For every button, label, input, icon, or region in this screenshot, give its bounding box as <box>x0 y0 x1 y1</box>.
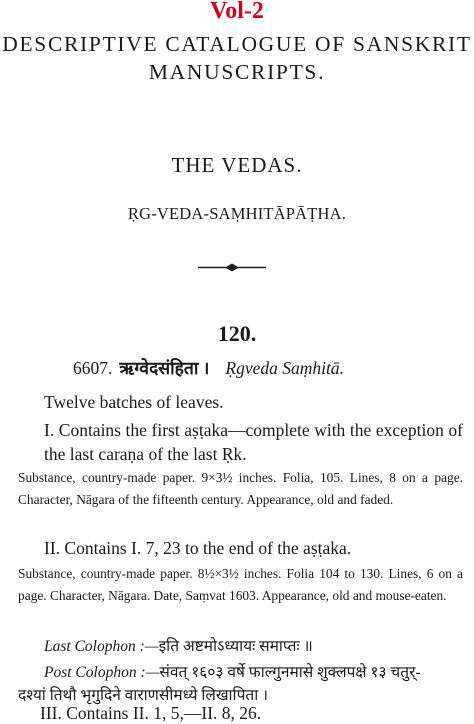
catalogue-title-line1: DESCRIPTIVE CATALOGUE OF SANSKRIT <box>2 32 472 56</box>
part1-details: Substance, country-made paper. 9×3½ inches. Folia, 105. Lines, 8 on a page. Character, Nāgara of the fifteenth century. Appearance, old and faded. <box>18 470 463 507</box>
section-subtitle: ṚG-VEDA-SAṂHITĀPĀṬHA. <box>127 204 347 223</box>
post-colophon <box>44 660 421 682</box>
last-colophon-text: इति अष्टमोऽध्यायः समाप्तः ॥ <box>158 638 313 655</box>
part1-heading: I. Contains the first aṣṭaka—complete with the exception of the last caraṇa of the last Ṛk. <box>44 420 463 464</box>
transliterated-title: Ṛgveda Saṃhitā. <box>225 358 345 378</box>
intro-text: Twelve batches of leaves. <box>44 392 224 412</box>
part2-heading: II. Contains I. 7, 23 to the end of the aṣṭaka. <box>44 538 352 558</box>
entry-number: 120. <box>217 321 257 346</box>
post-colophon-text-line2: दश्यां तिथौ भृगुदिने वाराणसीमध्ये लिखापिता । <box>18 687 268 704</box>
ornamental-divider <box>198 261 266 274</box>
last-colophon-label: Last Colophon :— <box>44 638 159 655</box>
section-title: THE VEDAS. <box>171 153 303 177</box>
entry-heading <box>73 356 344 380</box>
post-colophon-text-line1: संवत् १६०३ वर्षे फाल्गुनमासे शुक्लपक्षे १३ चतुर्- <box>159 664 421 681</box>
devanagari-title: ऋग्वेदसंहिता । <box>119 358 210 378</box>
post-colophon-label: Post Colophon :— <box>44 664 160 681</box>
catalogue-number: 6607. <box>73 358 113 378</box>
part3-heading: III. Contains II. 1, 5,—II. 8, 26. <box>40 703 262 723</box>
volume-label: Vol-2 <box>210 0 264 24</box>
part2-details: Substance, country-made paper. 8½×3½ inches. Folia 104 to 130. Lines, 6 on a page. Character, Nāgara. Date, Saṃvat 1603. Appearance, old and mouse-eaten. <box>18 566 463 603</box>
catalogue-title-line2: MANUSCRIPTS. <box>148 60 326 84</box>
last-colophon <box>44 634 313 656</box>
